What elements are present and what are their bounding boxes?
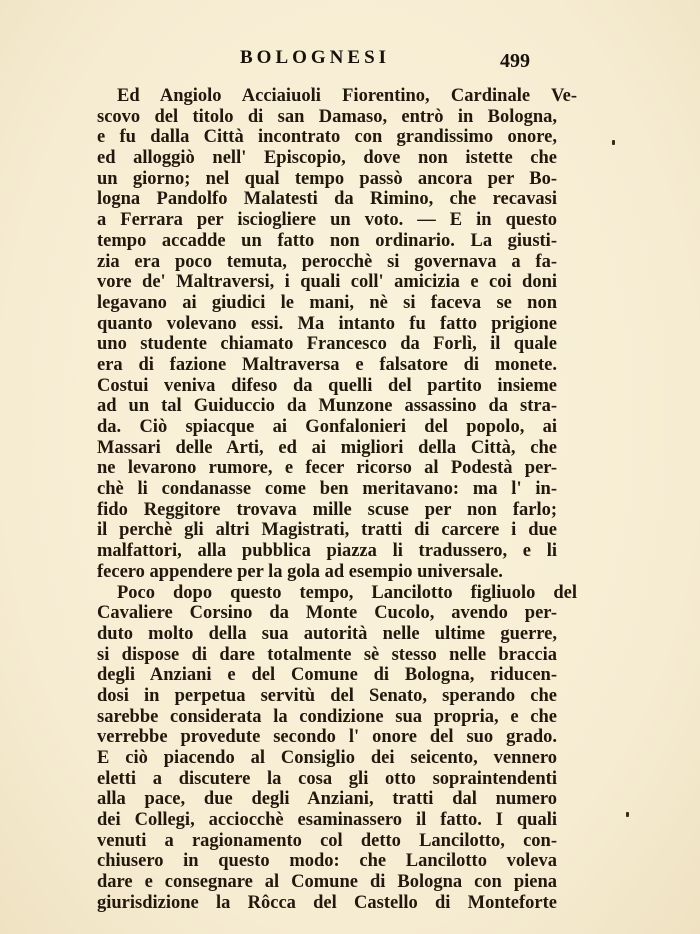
text-line: degli Anziani e del Comune di Bologna, riducen-: [97, 665, 557, 686]
text-line: sarebbe considerata la condizione sua propria, e che: [97, 706, 557, 727]
text-line: dosi in perpetua servitù del Senato, sperando che: [97, 685, 557, 706]
text-line: Poco dopo questo tempo, Lancilotto figliuolo del: [117, 582, 577, 603]
margin-mark: [626, 812, 629, 817]
text-line: Ed Angiolo Acciaiuoli Fiorentino, Cardinale Ve-: [117, 86, 577, 106]
text-line: ad un tal Guiduccio da Munzone assassino da stra-: [97, 396, 557, 417]
margin-mark: [612, 140, 615, 145]
text-line: dei Collegi, acciocchè esaminassero il fatto. I quali: [97, 810, 557, 831]
text-line: malfattori, alla pubblica piazza li tradussero, e li: [97, 541, 557, 562]
text-line: duto molto della sua autorità nelle ultime guerre,: [97, 623, 557, 644]
text-line: quanto volevano essi. Ma intanto fu fatto prigione: [97, 313, 557, 334]
header-title: BOLOGNESI: [240, 47, 391, 68]
text-line: verrebbe provedute secondo l' onore del suo grado.: [97, 727, 557, 748]
text-line: da. Ciò spiacque ai Gonfalonieri del popolo, ai: [97, 417, 557, 437]
text-line: zia era poco temuta, perocchè si governava a fa-: [97, 251, 557, 272]
text-line: Massari delle Arti, ed ai migliori della Città, che: [97, 437, 557, 458]
text-line: dare e consegnare al Comune di Bologna con piena: [97, 872, 557, 893]
text-line: eletti a discutere la cosa gli otto sopraintendenti: [97, 768, 557, 789]
text-line: alla pace, due degli Anziani, tratti dal numero: [97, 789, 557, 810]
text-line: un giorno; nel qual tempo passò ancora per Bo-: [97, 168, 557, 189]
text-line: legavano ai giudici le mani, nè si faceva se non: [97, 292, 557, 313]
running-head: [0, 47, 700, 73]
text-line: venuti a ragionamento col detto Lancilotto, con-: [97, 830, 557, 851]
body-text: [97, 86, 577, 914]
text-line: e fu dalla Città incontrato con grandissimo onore,: [97, 127, 557, 148]
text-line: uno studente chiamato Francesco da Forlì, il quale: [97, 334, 557, 355]
text-line: ne levarono rumore, e fecer ricorso al Podestà per-: [97, 458, 557, 479]
text-line: vore de' Maltraversi, i quali coll' amicizia e coi doni: [97, 272, 557, 293]
text-line: si dispose di dare totalmente sè stesso nelle braccia: [97, 644, 557, 665]
text-line: Cavaliere Corsino da Monte Cucolo, avendo per-: [97, 603, 557, 624]
text-line: scovo del titolo di san Damaso, entrò in Bologna,: [97, 106, 557, 127]
text-line: giurisdizione la Rôcca del Castello di Monteforte: [97, 892, 557, 913]
text-line: il perchè gli altri Magistrati, tratti di carcere i due: [97, 520, 557, 541]
text-line: fecero appendere per la gola ad esempio universale.: [97, 561, 503, 582]
text-line: a Ferrara per isciogliere un voto. — E in questo: [97, 210, 557, 231]
text-line: chiusero in questo modo: che Lancilotto voleva: [97, 851, 557, 872]
page-number: 499: [500, 50, 530, 72]
text-line: Costui veniva difeso da quelli del partito insieme: [97, 375, 557, 396]
text-line: era di fazione Maltraversa e falsatore di monete.: [97, 354, 557, 375]
text-line: E ciò piacendo al Consiglio dei seicento, vennero: [97, 748, 557, 768]
text-line: logna Pandolfo Malatesti da Rimino, che recavasi: [97, 189, 557, 210]
text-line: chè li condanasse come ben meritavano: ma l' in-: [97, 479, 557, 500]
text-line: ed alloggiò nell' Episcopio, dove non istette che: [97, 148, 557, 169]
text-line: tempo accadde un fatto non ordinario. La giusti-: [97, 230, 557, 251]
text-line: fido Reggitore trovava mille scuse per non farlo;: [97, 499, 557, 520]
